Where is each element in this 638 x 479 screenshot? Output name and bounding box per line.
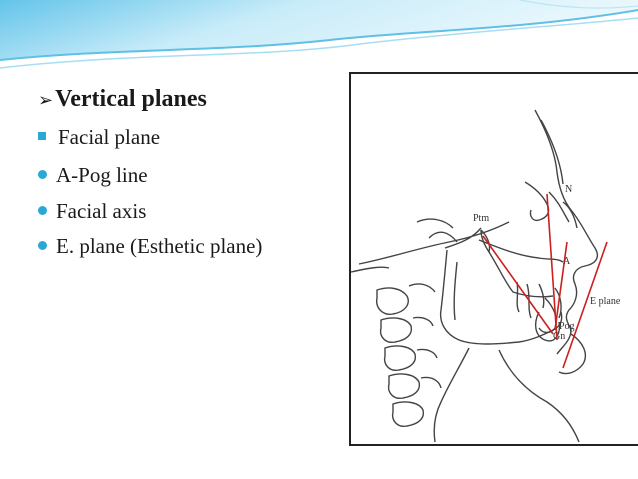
bullet-text: E. plane (Esthetic plane) xyxy=(56,234,263,258)
slide-heading xyxy=(38,86,207,113)
label-a: A xyxy=(563,256,571,267)
label-e-plane: E plane xyxy=(590,296,621,307)
bullet-text: A-Pog line xyxy=(56,163,148,187)
bullet-item-facial-axis xyxy=(38,199,146,224)
circle-bullet-icon xyxy=(38,241,47,250)
circle-bullet-icon xyxy=(38,206,47,215)
heading-text: Vertical planes xyxy=(55,86,207,112)
bullet-text: Facial axis xyxy=(56,199,147,223)
bullet-item-e-plane xyxy=(38,234,262,259)
label-ptm: Ptm xyxy=(473,213,490,224)
cephalometric-tracing-figure xyxy=(349,72,638,446)
circle-bullet-icon xyxy=(38,170,47,179)
bullet-item-facial-plane xyxy=(38,125,160,150)
bullet-text: Facial plane xyxy=(58,125,161,149)
square-bullet-icon xyxy=(38,132,46,140)
bullet-item-a-pog-line xyxy=(38,163,148,188)
header-wave-band xyxy=(0,0,638,75)
label-n: N xyxy=(565,184,573,195)
label-gn: Gn xyxy=(553,331,566,342)
arrowhead-bullet-icon: ➢ xyxy=(38,90,54,111)
label-pog: Pog xyxy=(559,321,575,332)
